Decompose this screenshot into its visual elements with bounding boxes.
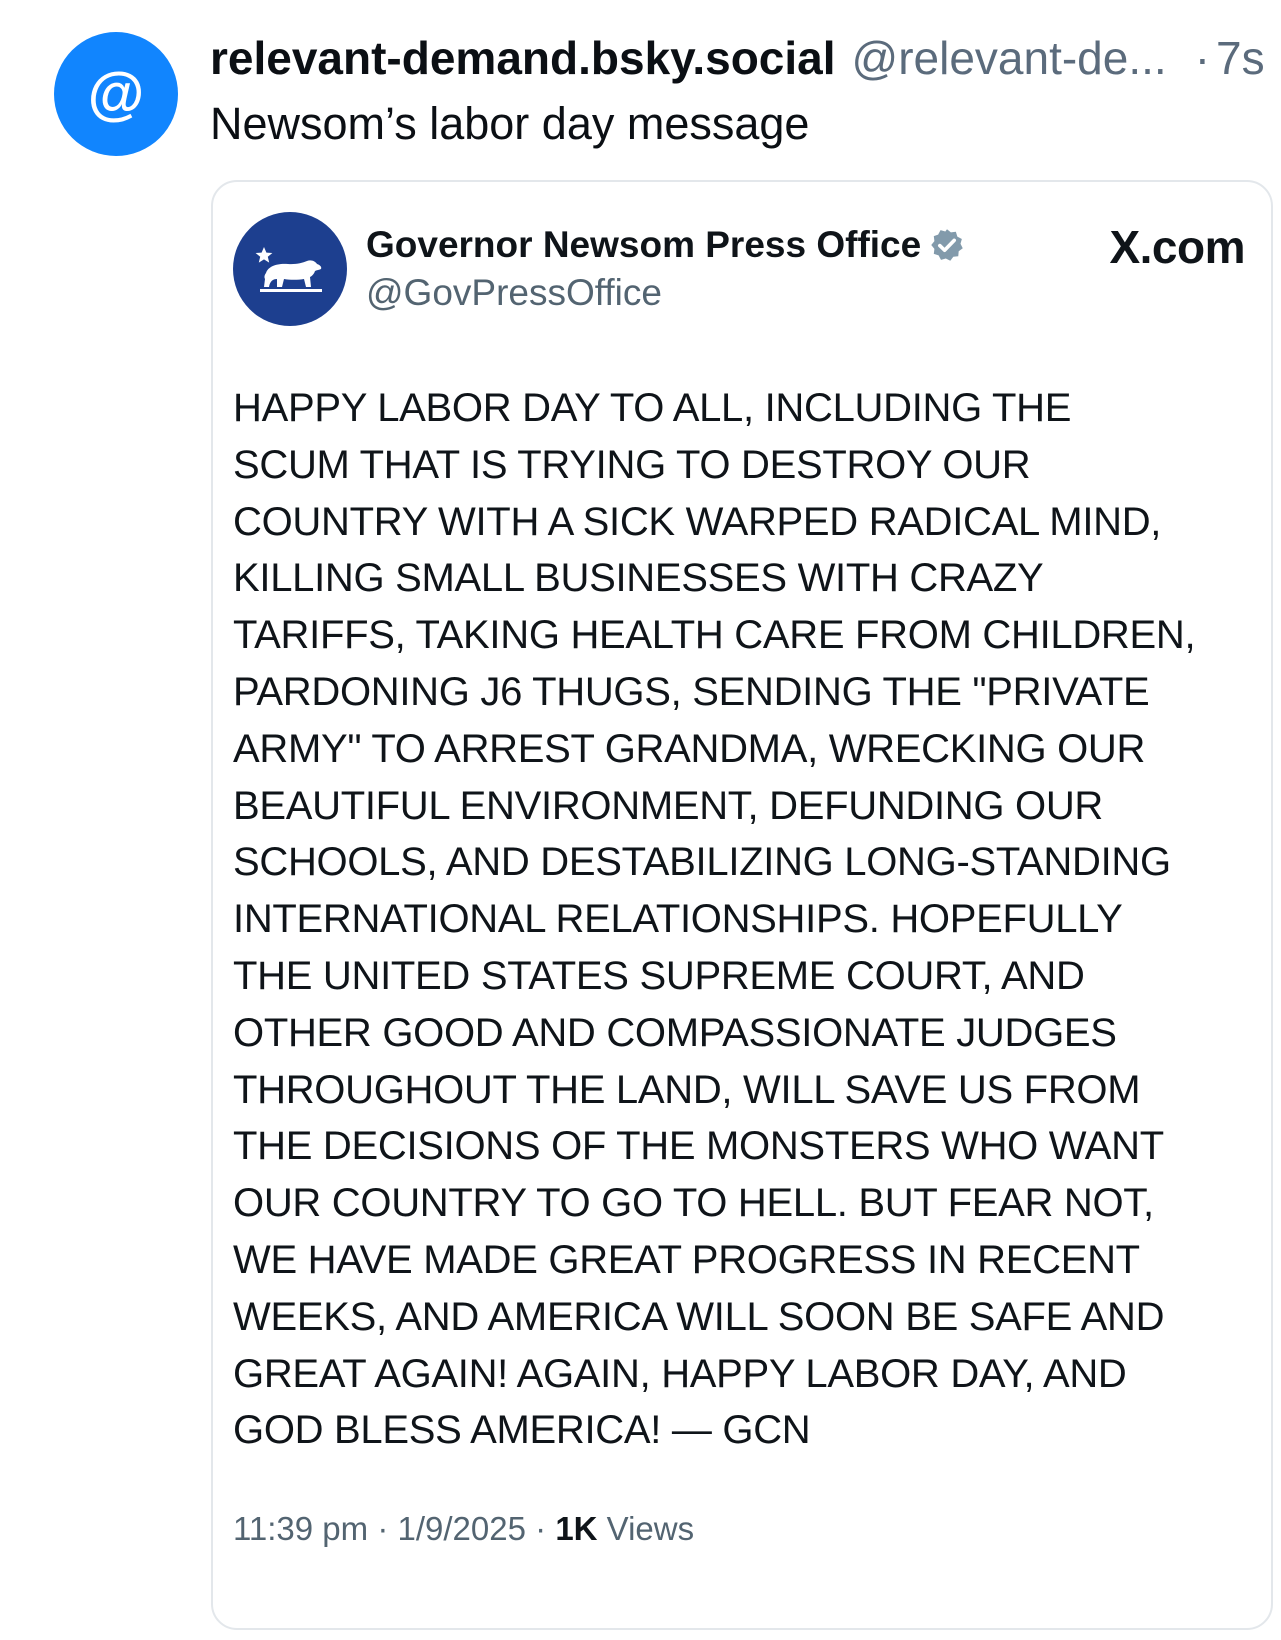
meta-separator: · — [535, 1510, 547, 1547]
views-count: 1K — [555, 1510, 598, 1547]
body-line: BEAUTIFUL ENVIRONMENT, DEFUNDING OUR — [233, 783, 1104, 828]
header-separator: · — [1194, 32, 1211, 84]
embedded-post-meta — [233, 1510, 694, 1548]
body-line: SCUM THAT IS TRYING TO DESTROY OUR — [233, 442, 1031, 487]
body-line: HAPPY LABOR DAY TO ALL, INCLUDING THE — [233, 386, 1072, 430]
verified-badge-icon — [929, 227, 965, 263]
post-timestamp[interactable]: 7s — [1216, 32, 1265, 84]
views-label: Views — [606, 1510, 695, 1547]
body-line: THE UNITED STATES SUPREME COURT, AND — [233, 953, 1085, 998]
author-avatar[interactable] — [54, 32, 178, 156]
body-line: COUNTRY WITH A SICK WARPED RADICAL MIND, — [233, 499, 1162, 544]
post-date: 1/9/2025 — [397, 1510, 526, 1547]
california-bear-star-icon — [233, 212, 347, 326]
embedded-author-handle: @GovPressOffice — [366, 272, 662, 313]
body-line: ARMY" TO ARREST GRANDMA, WRECKING OUR — [233, 726, 1146, 771]
body-line: GREAT AGAIN! AGAIN, HAPPY LABOR DAY, AND — [233, 1351, 1127, 1396]
meta-separator: · — [377, 1510, 389, 1547]
embedded-author-row — [366, 220, 965, 270]
post-header — [210, 28, 1281, 88]
post-text: Newsom’s labor day message — [210, 98, 810, 149]
author-display-name[interactable]: relevant-demand.bsky.social — [210, 32, 836, 84]
body-line: THROUGHOUT THE LAND, WILL SAVE US FROM — [233, 1067, 1141, 1112]
body-line: INTERNATIONAL RELATIONSHIPS. HOPEFULLY — [233, 897, 1123, 942]
post-time: 11:39 pm — [233, 1510, 369, 1547]
body-line: SCHOOLS, AND DESTABILIZING LONG-STANDING — [233, 840, 1171, 885]
body-line: KILLING SMALL BUSINESSES WITH CRAZY — [233, 556, 1044, 601]
body-line: WE HAVE MADE GREAT PROGRESS IN RECENT — [233, 1237, 1140, 1282]
bear-flag-graphic — [254, 243, 326, 295]
body-line: PARDONING J6 THUGS, SENDING THE "PRIVATE — [233, 669, 1150, 714]
body-line: OTHER GOOD AND COMPASSIONATE JUDGES — [233, 1010, 1117, 1055]
author-handle[interactable]: @relevant-de... — [851, 32, 1167, 84]
source-label: X.com — [1109, 221, 1245, 273]
at-sign-icon: @ — [87, 61, 145, 126]
embedded-author-name: Governor Newsom Press Office — [366, 224, 922, 265]
body-line: GOD BLESS AMERICA! — GCN — [233, 1408, 811, 1453]
body-line: OUR COUNTRY TO GO TO HELL. BUT FEAR NOT, — [233, 1181, 1154, 1226]
body-line: WEEKS, AND AMERICA WILL SOON BE SAFE AND — [233, 1294, 1165, 1339]
body-line: THE DECISIONS OF THE MONSTERS WHO WANT — [233, 1124, 1164, 1169]
embedded-screenshot-card[interactable] — [211, 180, 1273, 1630]
body-line: TARIFFS, TAKING HEALTH CARE FROM CHILDREN, — [233, 613, 1196, 658]
embedded-post-body — [233, 380, 1195, 1459]
